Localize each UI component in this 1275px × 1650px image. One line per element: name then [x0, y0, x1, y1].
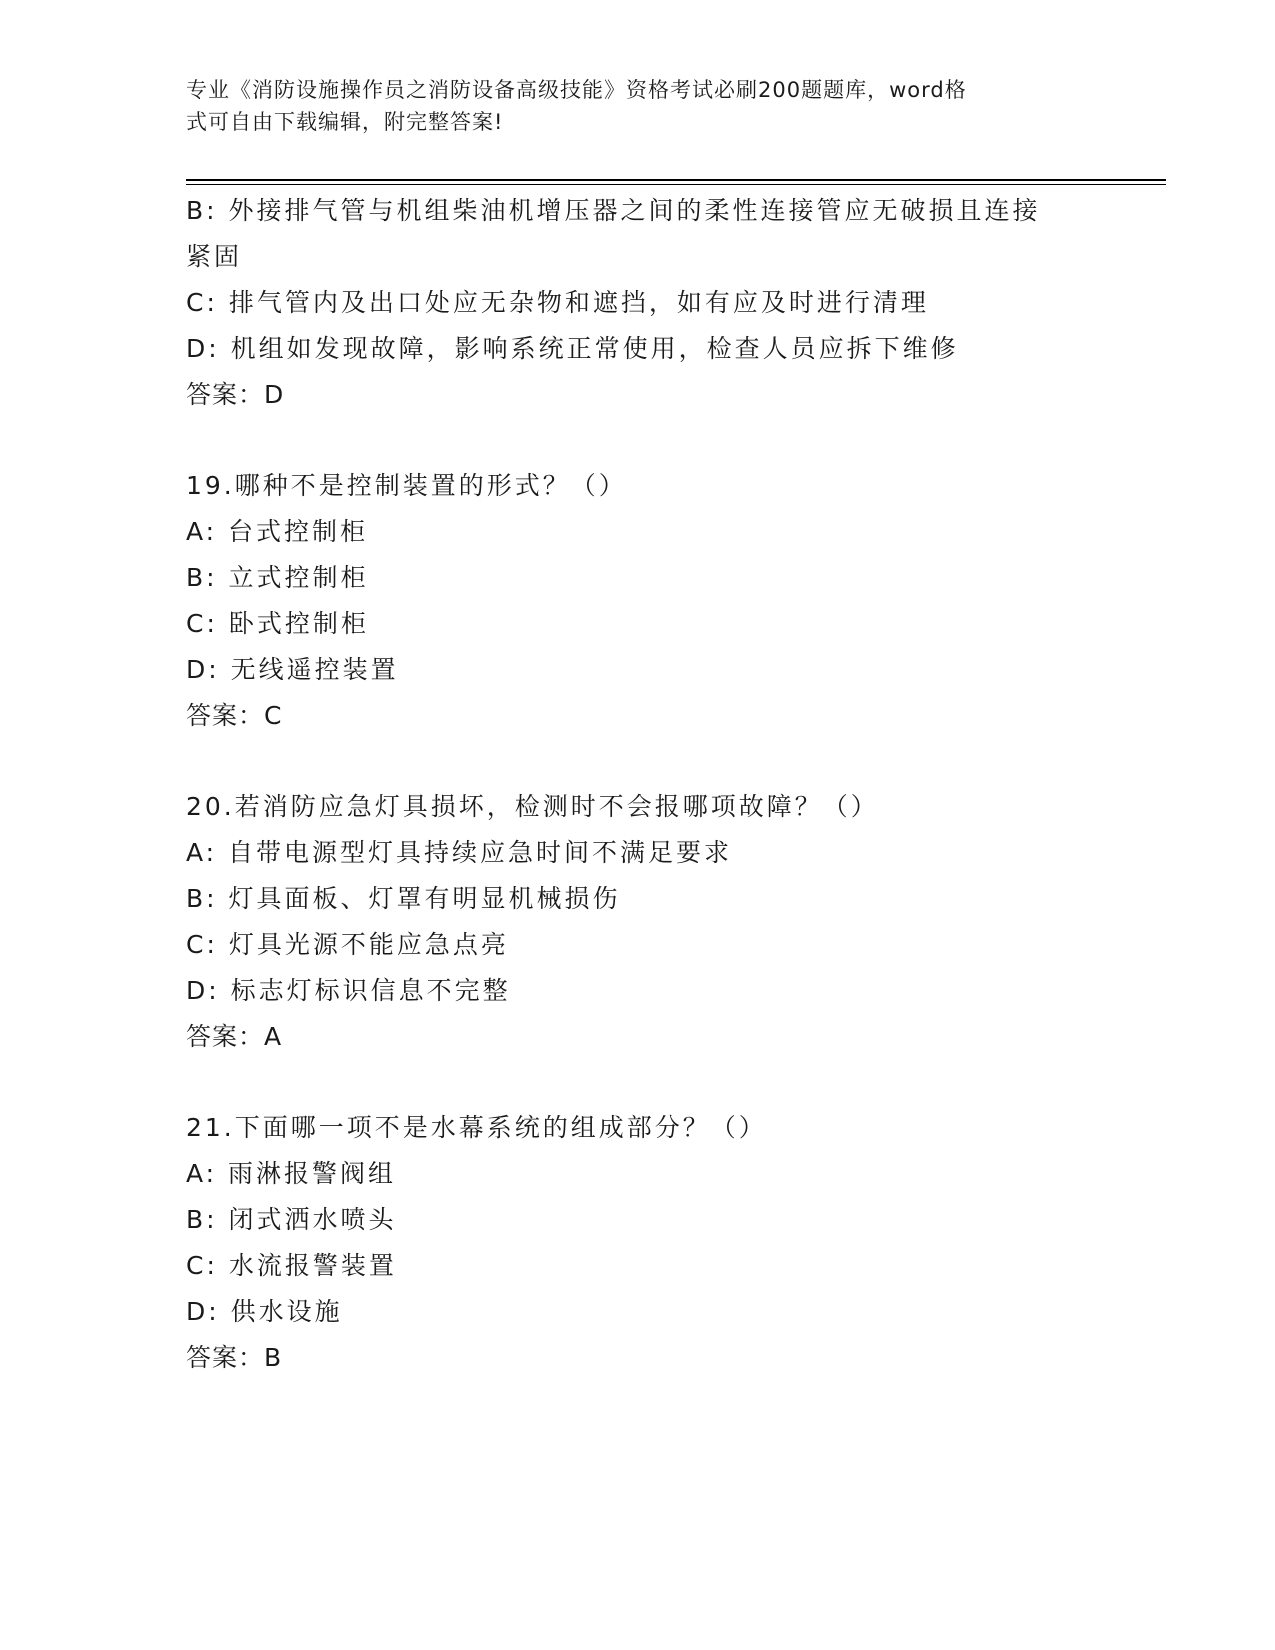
answer-line: 答案：B: [186, 1343, 283, 1372]
spacer: [186, 739, 1086, 784]
option-d: D: 供水设施: [186, 1297, 343, 1326]
answer-line: 答案：A: [186, 1022, 283, 1051]
question-18-continued: [186, 188, 1086, 418]
question-21: [186, 1105, 1086, 1381]
header-title-line-1: 专业《消防设施操作员之消防设备高级技能》资格考试必刷200题题库，word格: [186, 78, 967, 102]
document-header: [186, 74, 1086, 138]
option-d: D: 无线遥控装置: [186, 655, 399, 684]
option-b: B: 闭式洒水喷头: [186, 1205, 397, 1234]
spacer: [186, 418, 1086, 463]
option-d: D: 机组如发现故障，影响系统正常使用，检查人员应拆下维修: [186, 334, 959, 363]
option-c: C: 水流报警装置: [186, 1251, 397, 1280]
question-stem: 21.下面哪一项不是水幕系统的组成部分？（）: [186, 1113, 767, 1142]
header-title-line-2: 式可自由下载编辑，附完整答案!: [186, 110, 504, 134]
option-b: B: 外接排气管与机组柴油机增压器之间的柔性连接管应无破损且连接: [186, 196, 1041, 225]
option-d: D: 标志灯标识信息不完整: [186, 976, 511, 1005]
answer-line: 答案：D: [186, 380, 285, 409]
option-b: B: 立式控制柜: [186, 563, 369, 592]
option-a: A: 自带电源型灯具持续应急时间不满足要求: [186, 838, 733, 867]
option-c: C: 排气管内及出口处应无杂物和遮挡，如有应及时进行清理: [186, 288, 929, 317]
option-a: A: 雨淋报警阀组: [186, 1159, 397, 1188]
option-a: A: 台式控制柜: [186, 517, 369, 546]
header-divider-thin: [186, 184, 1166, 185]
header-divider-thick: [186, 179, 1166, 181]
question-20: [186, 784, 1086, 1060]
option-c: C: 卧式控制柜: [186, 609, 369, 638]
question-19: [186, 463, 1086, 739]
spacer: [186, 1060, 1086, 1105]
option-b: B: 灯具面板、灯罩有明显机械损伤: [186, 884, 621, 913]
option-c: C: 灯具光源不能应急点亮: [186, 930, 509, 959]
option-b-continued: 紧固: [186, 242, 243, 271]
question-content: [186, 188, 1086, 1381]
question-stem: 19.哪种不是控制装置的形式？（）: [186, 471, 627, 500]
answer-line: 答案：C: [186, 701, 283, 730]
question-stem: 20.若消防应急灯具损坏，检测时不会报哪项故障？（）: [186, 792, 879, 821]
